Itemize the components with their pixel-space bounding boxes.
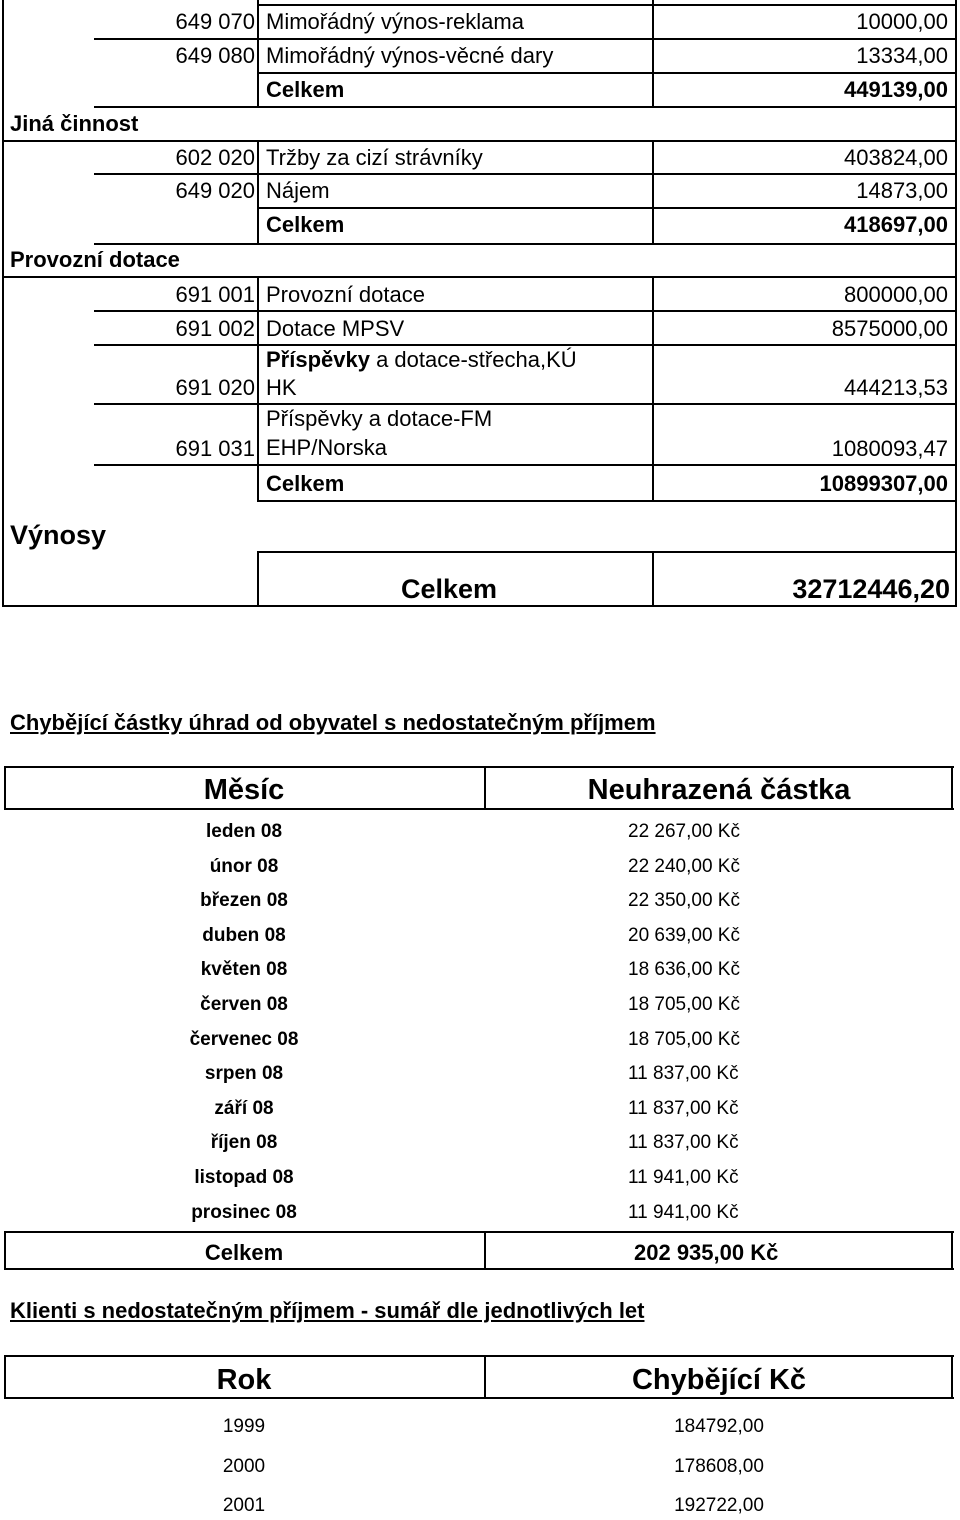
month-cell: červen 08 [200, 994, 288, 1015]
account-amount: 14873,00 [856, 178, 948, 203]
account-name: Tržby za cizí strávníky [266, 145, 483, 170]
account-name: Příspěvky a dotace-FM [266, 406, 493, 431]
missing-total-amount: 202 935,00 Kč [634, 1240, 779, 1265]
account-code: 649 020 [175, 178, 255, 203]
subtotal-label: Celkem [266, 77, 345, 102]
account-name: Dotace MPSV [266, 316, 405, 341]
month-cell: září 08 [214, 1097, 274, 1119]
year-cell: 1999 [222, 1416, 266, 1437]
account-amount: 444213,53 [844, 375, 948, 400]
subtotal-amount: 10899307,00 [819, 471, 948, 496]
year-cell: 2001 [222, 1495, 266, 1516]
amount-cell: 20 639,00 Kč [628, 924, 740, 946]
column-header-year: Rok [216, 1364, 272, 1396]
account-amount: 403824,00 [844, 145, 948, 170]
account-name: Mimořádný výnos-reklama [266, 9, 524, 34]
account-code: 691 002 [175, 316, 255, 341]
amount-cell: 178608,00 [674, 1455, 764, 1477]
account-name-line2: HK [266, 375, 297, 400]
amount-cell: 184792,00 [674, 1416, 764, 1437]
account-name: Provozní dotace [266, 282, 425, 307]
amount-cell: 192722,00 [674, 1495, 764, 1516]
account-amount: 1080093,47 [831, 436, 948, 461]
year-cell: 2000 [222, 1455, 266, 1477]
account-code: 691 031 [175, 436, 255, 461]
amount-cell: 11 837,00 Kč [628, 1097, 739, 1119]
account-code: 691 020 [175, 375, 255, 400]
section-title-operating-subsidies: Provozní dotace [10, 247, 180, 272]
account-name: Mimořádný výnos-věcné dary [266, 43, 554, 68]
month-cell: leden 08 [205, 821, 283, 842]
account-name: Příspěvky a dotace-střecha,KÚ [266, 347, 577, 372]
account-amount: 10000,00 [856, 9, 948, 34]
revenue-label: Výnosy [10, 520, 107, 550]
amount-cell: 22 267,00 Kč [628, 821, 740, 842]
month-cell: srpen 08 [204, 1063, 284, 1085]
clients-summary-heading: Klienti s nedostatečným příjmem - sumář dle jednotlivých let [10, 1298, 645, 1323]
column-header-missing-czk: Chybějící Kč [631, 1364, 807, 1396]
amount-cell: 11 837,00 Kč [628, 1132, 739, 1154]
amount-cell: 18 636,00 Kč [628, 959, 740, 981]
subtotal-label: Celkem [266, 471, 345, 496]
month-cell: listopad 08 [194, 1167, 294, 1188]
amount-cell: 11 837,00 Kč [628, 1063, 739, 1085]
month-cell: červenec 08 [189, 1028, 299, 1050]
subtotal-amount: 418697,00 [844, 212, 948, 237]
subtotal-amount: 449139,00 [844, 77, 948, 102]
account-name: Nájem [266, 178, 330, 203]
amount-cell: 18 705,00 Kč [628, 994, 740, 1015]
column-header-month: Měsíc [203, 774, 285, 806]
account-code: 602 020 [175, 145, 255, 170]
section-title-other-activity: Jiná činnost [10, 111, 139, 136]
grand-total-amount: 32712446,20 [792, 574, 950, 604]
month-cell: prosinec 08 [191, 1201, 297, 1223]
month-cell: říjen 08 [210, 1132, 278, 1154]
grand-total-label: Celkem [401, 574, 498, 604]
amount-cell: 11 941,00 Kč [628, 1167, 739, 1188]
amount-cell: 11 941,00 Kč [628, 1201, 739, 1223]
account-amount: 800000,00 [844, 282, 948, 307]
amount-cell: 18 705,00 Kč [628, 1028, 740, 1050]
month-cell: únor 08 [209, 855, 279, 877]
account-code: 691 001 [175, 282, 255, 307]
month-cell: březen 08 [200, 890, 288, 912]
account-name-line2: EHP/Norska [266, 435, 388, 460]
amount-cell: 22 350,00 Kč [628, 890, 740, 912]
subtotal-label: Celkem [266, 212, 345, 237]
column-header-unpaid-amount: Neuhrazená částka [587, 774, 851, 806]
missing-payments-heading: Chybějící částky úhrad od obyvatel s nedostatečným příjmem [10, 710, 656, 735]
account-amount: 8575000,00 [831, 316, 948, 341]
account-code: 649 080 [175, 43, 255, 68]
month-cell: duben 08 [202, 924, 286, 946]
missing-total-label: Celkem [204, 1240, 284, 1265]
amount-cell: 22 240,00 Kč [628, 855, 740, 877]
account-amount: 13334,00 [856, 43, 948, 68]
account-code: 649 070 [175, 9, 255, 34]
month-cell: květen 08 [200, 959, 288, 981]
